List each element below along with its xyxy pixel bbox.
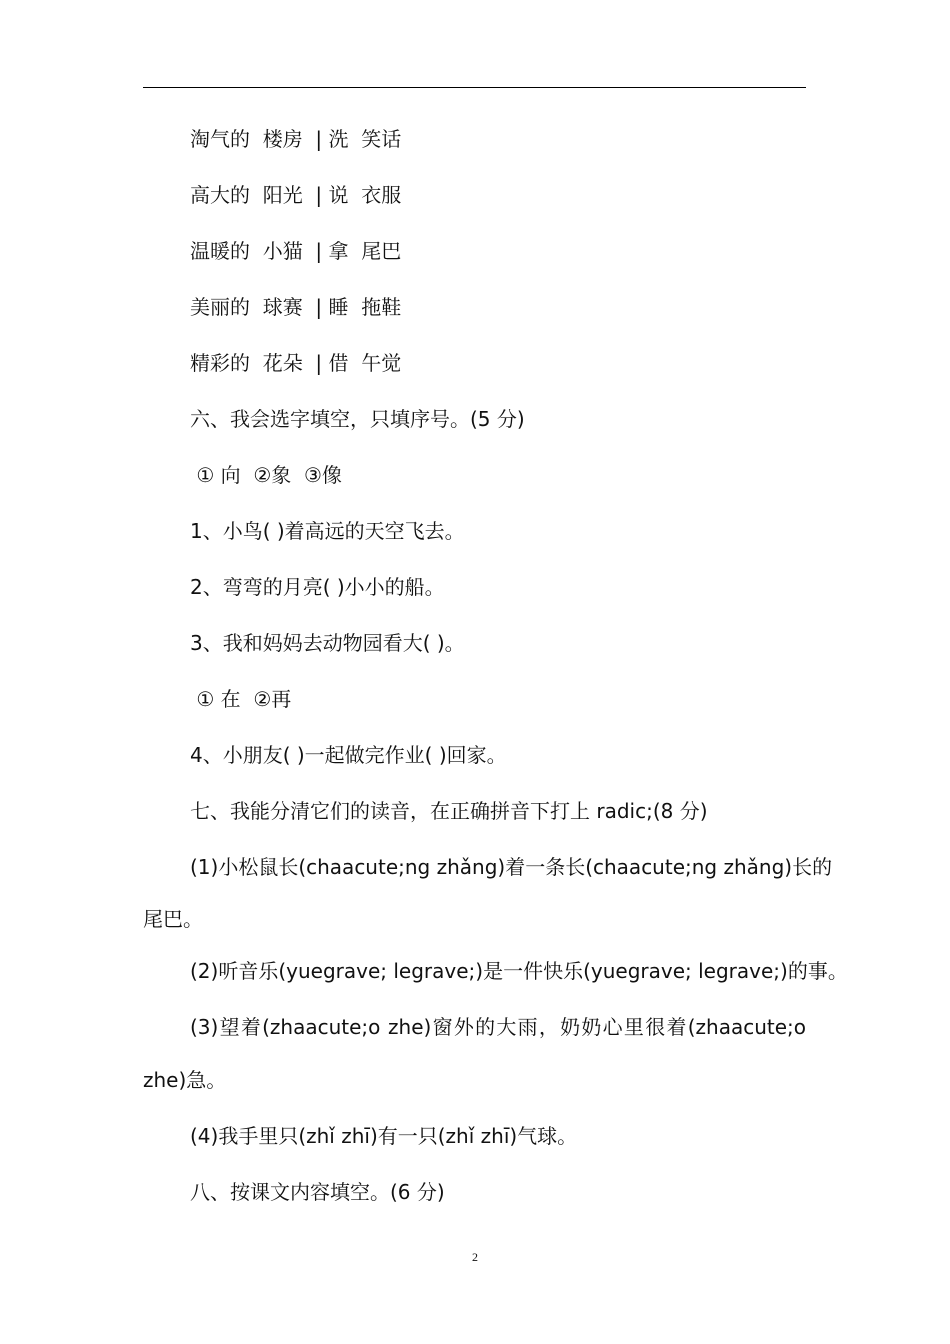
pinyin-item-3: (3)望着(zhaacute;o zhe)窗外的大雨，奶奶心里很着(zhaacute;o	[190, 1015, 806, 1039]
pinyin-item-2: (2)听音乐(yuegrave; legrave;)是一件快乐(yuegrave; legrave;)的事。	[190, 959, 848, 983]
page-number: 2	[472, 1250, 478, 1264]
header-rule	[143, 87, 806, 88]
pinyin-item-1: (1)小松鼠长(chaacute;ng zhǎng)着一条长(chaacute;ng zhǎng)长的	[190, 855, 833, 879]
match-row-5: 精彩的 花朵 | 借 午觉	[190, 351, 402, 375]
pinyin-item-3-cont: zhe)急。	[143, 1068, 227, 1092]
question-4: 4、小朋友( )一起做完作业( )回家。	[190, 743, 507, 767]
question-1: 1、小鸟( )着高远的天空飞去。	[190, 519, 465, 543]
match-row-2: 高大的 阳光 | 说 衣服	[190, 183, 402, 207]
match-row-4: 美丽的 球赛 | 睡 拖鞋	[190, 295, 402, 319]
section-6-options-b: ① 在 ②再	[190, 687, 292, 711]
section-8-heading: 八、按课文内容填空。(6 分)	[190, 1180, 445, 1204]
section-6-options-a: ① 向 ②象 ③像	[190, 463, 342, 487]
pinyin-item-4: (4)我手里只(zhǐ zhī)有一只(zhǐ zhī)气球。	[190, 1124, 578, 1148]
question-2: 2、弯弯的月亮( )小小的船。	[190, 575, 445, 599]
match-row-1: 淘气的 楼房 | 洗 笑话	[190, 127, 402, 151]
section-7-heading: 七、我能分清它们的读音，在正确拼音下打上 radic;(8 分)	[190, 799, 708, 823]
section-6-heading: 六、我会选字填空，只填序号。(5 分)	[190, 407, 525, 431]
pinyin-item-1-cont: 尾巴。	[143, 907, 203, 931]
match-row-3: 温暖的 小猫 | 拿 尾巴	[190, 239, 402, 263]
question-3: 3、我和妈妈去动物园看大( )。	[190, 631, 465, 655]
